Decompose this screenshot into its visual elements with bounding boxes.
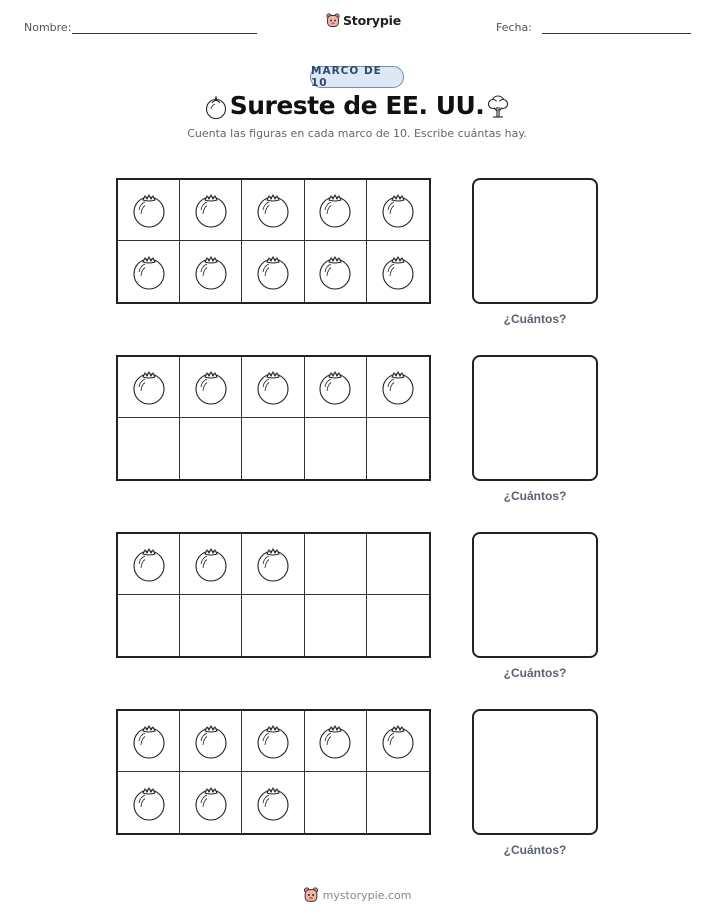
ten-frame — [116, 178, 431, 304]
peach-icon — [379, 190, 417, 230]
peach-icon — [192, 783, 230, 823]
ten-frame-cell — [118, 534, 180, 595]
peach-icon — [130, 252, 168, 292]
ten-frame-cell — [180, 241, 242, 302]
peach-icon — [316, 721, 354, 761]
peach-icon — [130, 783, 168, 823]
page-title: Sureste de EE. UU. — [229, 91, 485, 120]
peach-icon — [254, 544, 292, 584]
ten-frame-cell — [305, 772, 367, 833]
instructions: Cuenta las figuras en cada marco de 10. Escribe cuántas hay. — [187, 127, 527, 140]
answer-box[interactable] — [472, 532, 598, 658]
count-question: ¿Cuántos? — [503, 489, 567, 503]
ten-frame-cell — [367, 418, 429, 479]
worksheet-type-badge: MARCO DE 10 — [310, 66, 404, 88]
ten-frame-cell — [305, 180, 367, 241]
peach-icon — [316, 190, 354, 230]
ten-frame-cell — [367, 241, 429, 302]
peach-icon — [254, 252, 292, 292]
ten-frame-cell — [242, 534, 304, 595]
ten-frame-cell — [305, 357, 367, 418]
name-label: Nombre: — [24, 21, 72, 34]
peach-icon — [316, 252, 354, 292]
ten-frame-cell — [180, 595, 242, 656]
count-question: ¿Cuántos? — [503, 312, 567, 326]
answer-box[interactable] — [472, 709, 598, 835]
ten-frame-cell — [118, 241, 180, 302]
date-label: Fecha: — [496, 21, 532, 34]
answer-box[interactable] — [472, 355, 598, 481]
answer-box[interactable] — [472, 178, 598, 304]
ten-frame-cell — [118, 180, 180, 241]
count-question: ¿Cuántos? — [503, 843, 567, 857]
ten-frame-cell — [118, 595, 180, 656]
ten-frame-cell — [180, 711, 242, 772]
ten-frame-cell — [242, 711, 304, 772]
ten-frame-cell — [367, 534, 429, 595]
peach-icon — [192, 252, 230, 292]
ten-frame-cell — [180, 357, 242, 418]
storypie-mascot-icon — [303, 887, 319, 903]
ten-frame-cell — [242, 595, 304, 656]
peach-icon — [379, 252, 417, 292]
peach-icon — [130, 544, 168, 584]
peach-icon — [130, 367, 168, 407]
peach-icon — [379, 367, 417, 407]
ten-frame-cell — [118, 711, 180, 772]
ten-frame-cell — [180, 180, 242, 241]
ten-frame-cell — [305, 241, 367, 302]
ten-frame-cell — [367, 180, 429, 241]
tree-icon — [484, 92, 512, 120]
footer-url[interactable]: mystorypie.com — [322, 888, 412, 902]
peach-icon — [254, 190, 292, 230]
date-line[interactable] — [542, 33, 691, 34]
ten-frame — [116, 532, 431, 658]
peach-icon — [192, 721, 230, 761]
ten-frame-cell — [242, 357, 304, 418]
peach-icon — [130, 721, 168, 761]
ten-frame-cell — [305, 418, 367, 479]
peach-icon — [316, 367, 354, 407]
ten-frame-cell — [367, 772, 429, 833]
peach-icon — [192, 367, 230, 407]
storypie-mascot-icon — [326, 13, 340, 28]
ten-frame-cell — [118, 418, 180, 479]
ten-frame-cell — [242, 241, 304, 302]
name-line[interactable] — [72, 33, 257, 34]
ten-frame-cell — [242, 180, 304, 241]
peach-icon — [254, 721, 292, 761]
peach-icon — [254, 783, 292, 823]
ten-frame-cell — [305, 711, 367, 772]
peach-icon — [192, 190, 230, 230]
ten-frame-cell — [305, 534, 367, 595]
peach-icon — [254, 367, 292, 407]
brand-logo — [326, 13, 401, 28]
ten-frame-cell — [367, 357, 429, 418]
ten-frame-cell — [180, 772, 242, 833]
peach-icon — [379, 721, 417, 761]
peach-icon — [130, 190, 168, 230]
ten-frame-cell — [367, 711, 429, 772]
ten-frame — [116, 709, 431, 835]
ten-frame-cell — [242, 418, 304, 479]
count-question: ¿Cuántos? — [503, 666, 567, 680]
ten-frame-cell — [118, 357, 180, 418]
ten-frame — [116, 355, 431, 481]
ten-frame-cell — [118, 772, 180, 833]
brand-name: Storypie — [343, 13, 401, 28]
footer — [0, 887, 714, 903]
ten-frame-cell — [367, 595, 429, 656]
ten-frame-cell — [180, 534, 242, 595]
peach-icon — [192, 544, 230, 584]
ten-frame-cell — [180, 418, 242, 479]
ten-frame-cell — [305, 595, 367, 656]
ten-frame-cell — [242, 772, 304, 833]
